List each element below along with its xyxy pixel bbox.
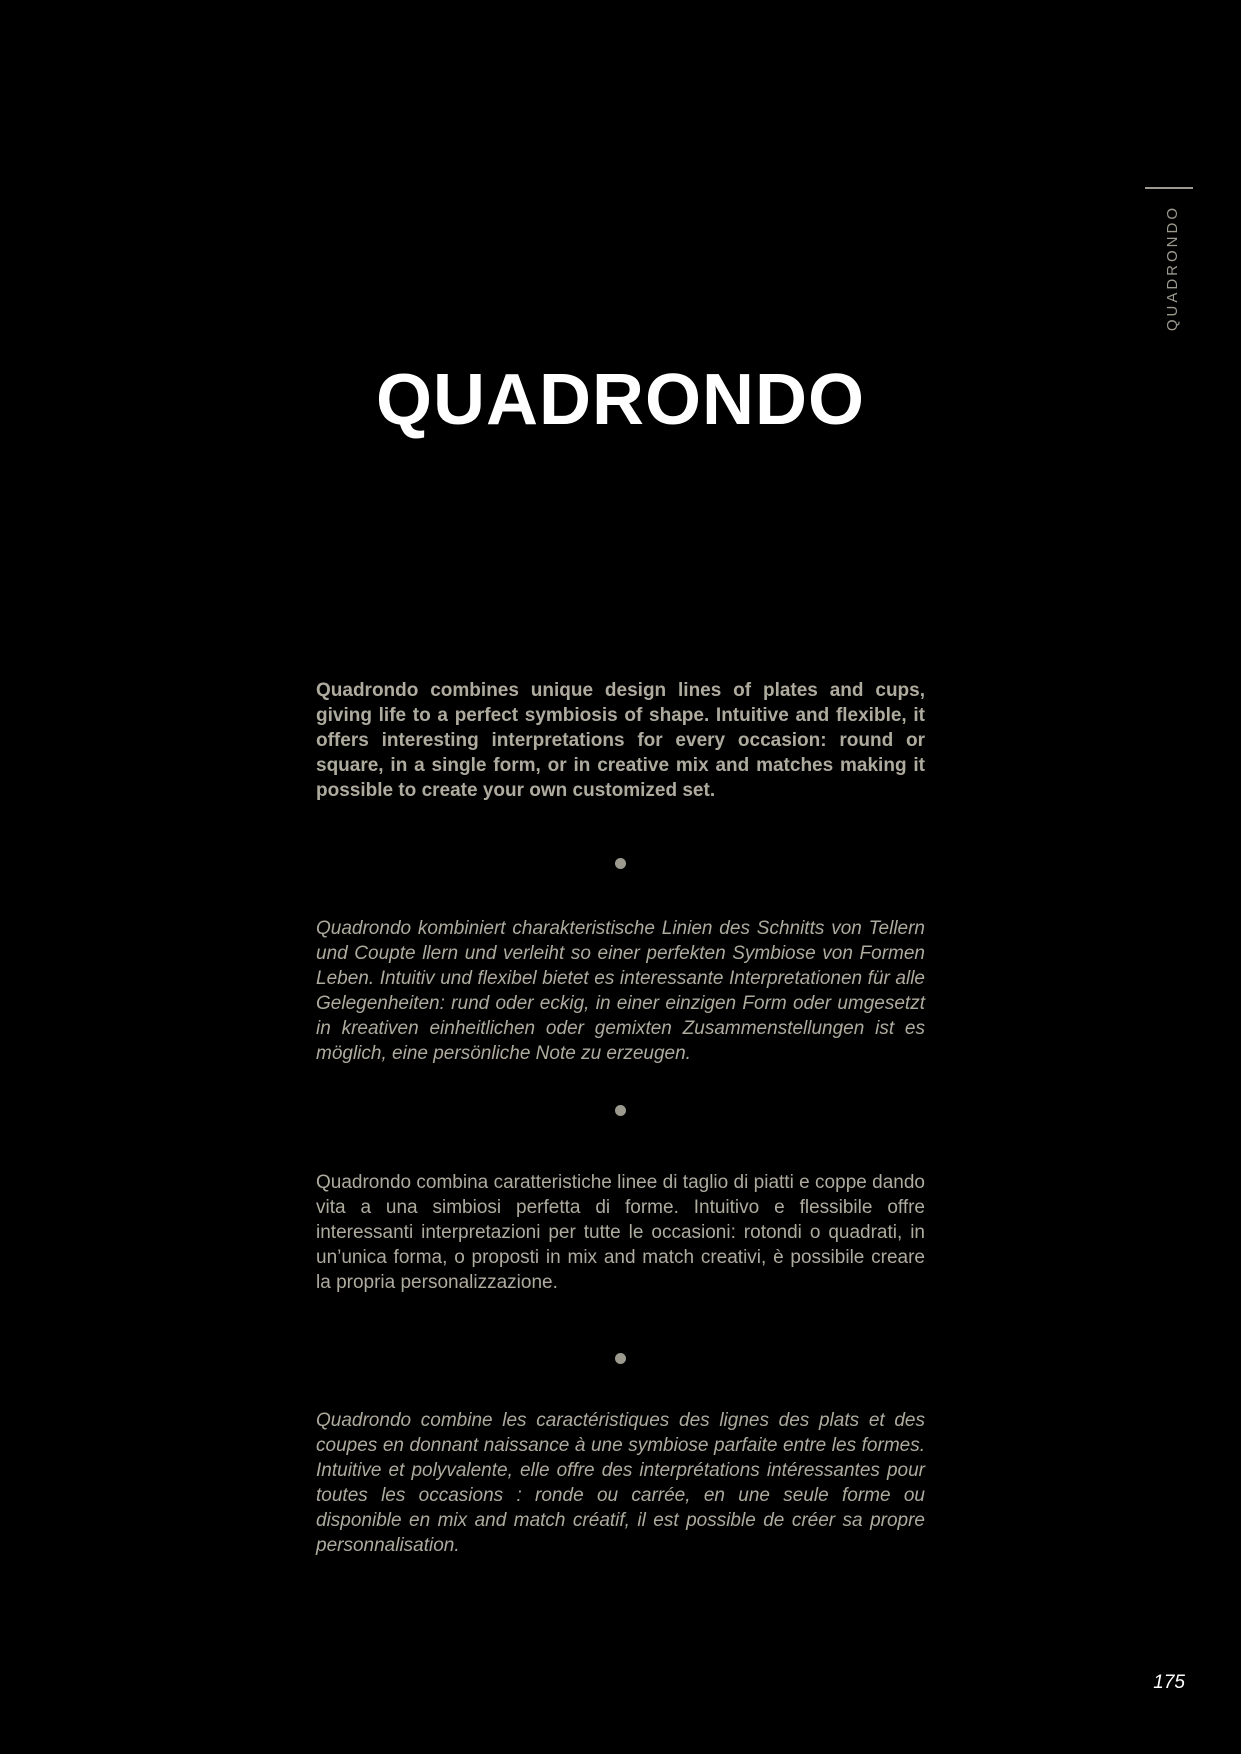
paragraph-italian: Quadrondo combina caratteristiche linee di taglio di piatti e coppe dando vita a una simbiosi perfetta di forme. Intuitivo e flessibile offre interessanti interpretazioni per tutte le occasioni: rotondi o quadrati, in un’unica forma, o proposti in mix and match creativi, è possibile creare la propria personalizzazione.	[316, 1172, 925, 1293]
side-tab	[1145, 187, 1193, 337]
side-tab-rule	[1145, 187, 1193, 189]
separator-dot	[615, 1353, 626, 1364]
side-tab-label: QUADRONDO	[1164, 205, 1181, 332]
paragraph-german: Quadrondo kombiniert charakteristische Linien des Schnitts von Tellern und Coupte llern und verleiht so einer perfekten Symbiose von Formen Leben. Intuitiv und flexibel bietet es interessante Interpretationen für alle Gelegenheiten: rund oder eckig, in einer einzigen Form oder umgesetzt in kreativen einheitlichen oder gemixten Zusammenstellungen ist es möglich, eine persönliche Note zu erzeugen.	[316, 918, 925, 1064]
separator-dot	[615, 1105, 626, 1116]
page-title: QUADRONDO	[376, 360, 865, 440]
separator-dot	[615, 858, 626, 869]
paragraph-french: Quadrondo combine les caractéristiques des lignes des plats et des coupes en donnant naissance à une symbiose parfaite entre les formes. Intuitive et polyvalente, elle offre des interprétations intéressantes pour toutes les occasions : ronde ou carrée, en une seule forme ou disponible en mix and match créatif, il est possible de créer sa propre personnalisation.	[316, 1410, 925, 1556]
paragraph-english: Quadrondo combines unique design lines of plates and cups, giving life to a perfect symbiosis of shape. Intuitive and flexible, it offers interesting interpretations for every occasion: round or square, in a single form, or in creative mix and matches making it possible to create your own customized set.	[316, 680, 925, 801]
page-number: 175	[1153, 1672, 1185, 1693]
